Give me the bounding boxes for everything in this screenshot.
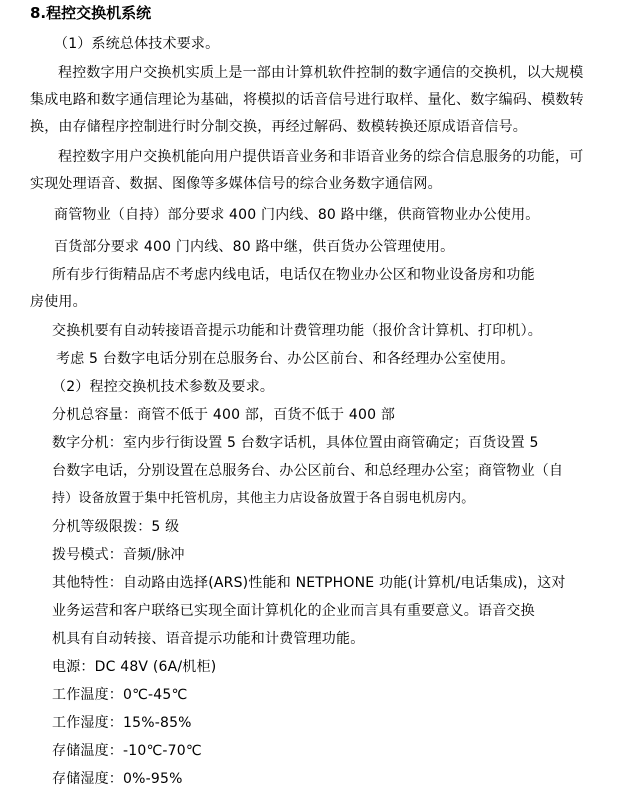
subsection-title-2: （2）程控交换机技术参数及要求。 [52, 379, 275, 395]
spec-power: 电源：DC 48V (6A/机柜) [52, 659, 217, 675]
paragraph-line: 所有步行街精品店不考虑内线电话，电话仅在物业办公区和物业设备房和功能 [52, 267, 535, 283]
paragraph-line: 房使用。 [30, 294, 87, 310]
paragraph-line: 程控数字用户交换机能向用户提供语音业务和非语音业务的综合信息服务的功能，可 [58, 149, 584, 165]
spec-capacity: 分机总容量：商管不低于 400 部，百货不低于 400 部 [52, 407, 396, 423]
spec-digital-ext-line: 台数字电话，分别设置在总服务台、办公区前台、和总经理办公室；商管物业（自 [52, 463, 564, 479]
spec-op-temp: 工作温度：0℃-45℃ [52, 687, 188, 703]
spec-storage-temp: 存储温度：-10℃-70℃ [52, 743, 202, 759]
paragraph-line: 实现处理语音、数据、图像等多媒体信号的综合业务数字通信网。 [30, 176, 442, 192]
paragraph-line: 商管物业（自持）部分要求 400 门内线、80 路中继，供商管物业办公使用。 [54, 207, 540, 223]
spec-dial-mode: 拨号模式：音频/脉冲 [52, 547, 185, 563]
spec-op-humidity: 工作湿度：15%-85% [52, 715, 192, 731]
paragraph-line: 换，由存储程序控制进行时分制交换，再经过解码、数模转换还原成语音信号。 [30, 119, 527, 135]
spec-digital-ext-line: 持）设备放置于集中托管机房，其他主力店设备放置于各自弱电机房内。 [52, 491, 475, 506]
paragraph-line: 程控数字用户交换机实质上是一部由计算机软件控制的数字通信的交换机，以大规模 [58, 65, 584, 81]
paragraph-line: 交换机要有自动转接语音提示功能和计费管理功能（报价含计算机、打印机）。 [52, 323, 542, 339]
spec-other-features-line: 机具有自动转接、语音提示功能和计费管理功能。 [52, 631, 365, 647]
spec-other-features-line: 业务运营和客户联络已实现全面计算机化的企业而言具有重要意义。语音交换 [52, 603, 535, 619]
spec-digital-ext-line: 数字分机：室内步行街设置 5 台数字话机，具体位置由商管确定；百货设置 5 [52, 435, 539, 451]
subsection-title-1: （1）系统总体技术要求。 [54, 36, 220, 52]
paragraph-line: 百货部分要求 400 门内线、80 路中继，供百货办公管理使用。 [54, 239, 455, 255]
spec-other-features-line: 其他特性：自动路由选择(ARS)性能和 NETPHONE 功能(计算机/电话集成)，这对 [52, 575, 566, 591]
paragraph-line: 集成电路和数字通信理论为基础，将模拟的话音信号进行取样、量化、数字编码、模数转 [30, 92, 584, 108]
paragraph-line: 考虑 5 台数字电话分别在总服务台、办公区前台、和各经理办公室使用。 [56, 351, 515, 367]
spec-storage-humidity: 存储湿度：0%-95% [52, 771, 183, 787]
section-heading: 8.程控交换机系统 [30, 4, 152, 22]
spec-level-limit: 分机等级限拨：5 级 [52, 519, 180, 535]
